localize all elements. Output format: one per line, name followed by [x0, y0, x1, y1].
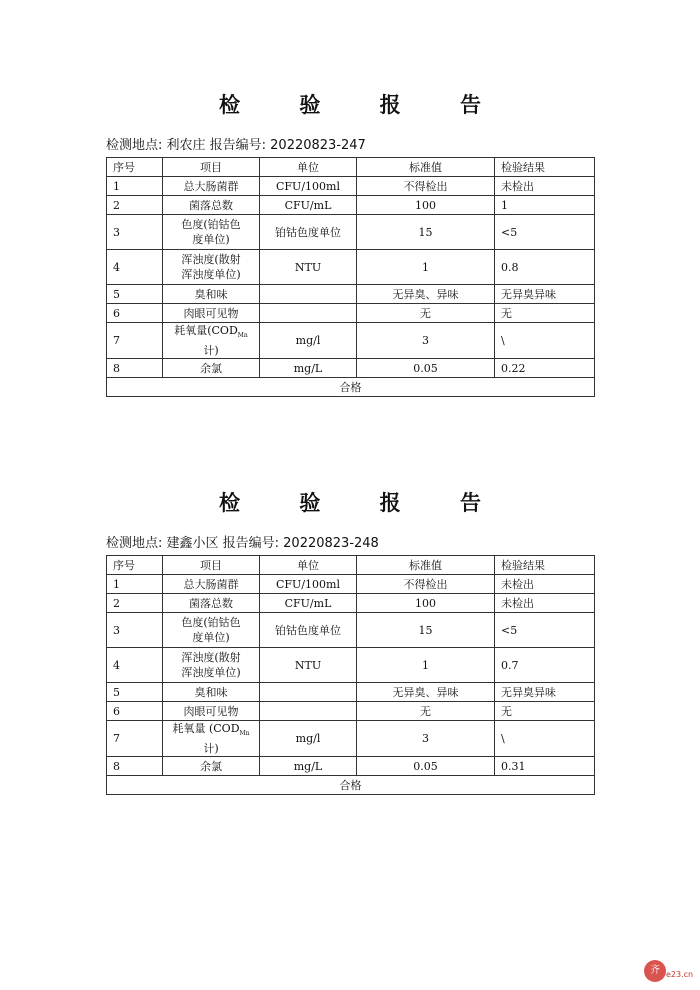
cell-standard: 0.05	[357, 359, 495, 378]
watermark-logo	[644, 956, 694, 982]
cell-item	[163, 721, 260, 757]
cell-unit: mg/l	[260, 721, 357, 757]
table-row	[107, 285, 595, 304]
table-row	[107, 250, 595, 285]
results-table	[106, 555, 595, 795]
conclusion-cell: 合格	[107, 378, 595, 397]
header-result: 检验结果	[495, 158, 595, 177]
cell-standard: 100	[357, 594, 495, 613]
cell-standard: 3	[357, 721, 495, 757]
cell-item: 余氯	[163, 757, 260, 776]
header-item: 项目	[163, 158, 260, 177]
cell-item	[163, 215, 260, 250]
cell-item-line2: 计)	[203, 742, 219, 756]
cell-result: 0.8	[495, 250, 595, 285]
cell-item-line1: 浑浊度(散射	[181, 651, 241, 664]
cell-item-line2: 度单位)	[192, 631, 230, 644]
cell-no: 2	[107, 594, 163, 613]
header-no: 序号	[107, 158, 163, 177]
cell-item-line1: 耗氧量 (COD	[172, 722, 240, 735]
cell-unit: mg/L	[260, 359, 357, 378]
report-title: 检 验 报 告	[219, 490, 507, 515]
watermark-domain: e23.cn	[666, 970, 694, 979]
cell-item-line1: 耗氧量(COD	[174, 324, 238, 337]
report-meta: 检测地点: 建鑫小区 报告编号: 20220823-248	[106, 536, 379, 551]
cell-no: 6	[107, 304, 163, 323]
cell-item	[163, 250, 260, 285]
report-1	[106, 88, 594, 397]
cell-unit: CFU/100ml	[260, 575, 357, 594]
cell-item-line2: 度单位)	[192, 233, 230, 246]
cell-unit: 铂钴色度单位	[260, 215, 357, 250]
cell-no: 1	[107, 177, 163, 196]
cell-no: 3	[107, 613, 163, 648]
conclusion-row	[107, 378, 595, 397]
table-row	[107, 304, 595, 323]
cell-no: 2	[107, 196, 163, 215]
cell-standard: 3	[357, 323, 495, 359]
cell-unit: mg/l	[260, 323, 357, 359]
cell-item-line2: 浑浊度单位)	[181, 268, 241, 281]
cell-standard: 100	[357, 196, 495, 215]
cell-item	[163, 613, 260, 648]
cell-result: 未检出	[495, 575, 595, 594]
table-row	[107, 683, 595, 702]
cell-item: 肉眼可见物	[163, 304, 260, 323]
cell-no: 7	[107, 323, 163, 359]
cell-item	[163, 323, 260, 359]
table-row	[107, 575, 595, 594]
cell-result: 未检出	[495, 594, 595, 613]
cell-result: 未检出	[495, 177, 595, 196]
cell-unit	[260, 304, 357, 323]
cell-result: 无异臭异味	[495, 285, 595, 304]
header-unit: 单位	[260, 158, 357, 177]
cell-standard: 0.05	[357, 757, 495, 776]
cell-item-line1: 浑浊度(散射	[181, 253, 241, 266]
cell-standard: 无	[357, 304, 495, 323]
cell-standard: 无异臭、异味	[357, 683, 495, 702]
cell-unit: 铂钴色度单位	[260, 613, 357, 648]
cell-unit	[260, 683, 357, 702]
cell-no: 6	[107, 702, 163, 721]
cell-result: <5	[495, 613, 595, 648]
cell-result: 0.22	[495, 359, 595, 378]
cell-unit: NTU	[260, 250, 357, 285]
cell-no: 4	[107, 250, 163, 285]
table-header-row	[107, 158, 595, 177]
cell-result: 无	[495, 702, 595, 721]
cell-item: 肉眼可见物	[163, 702, 260, 721]
cell-unit	[260, 285, 357, 304]
cell-no: 1	[107, 575, 163, 594]
table-row	[107, 721, 595, 757]
cell-no: 4	[107, 648, 163, 683]
table-row	[107, 359, 595, 378]
table-row	[107, 594, 595, 613]
cell-item: 总大肠菌群	[163, 575, 260, 594]
table-row	[107, 196, 595, 215]
header-result: 检验结果	[495, 556, 595, 575]
header-item: 项目	[163, 556, 260, 575]
header-unit: 单位	[260, 556, 357, 575]
table-row	[107, 177, 595, 196]
report-title: 检 验 报 告	[219, 92, 507, 117]
cell-result: \	[495, 721, 595, 757]
cell-no: 5	[107, 683, 163, 702]
cell-no: 3	[107, 215, 163, 250]
cell-item: 余氯	[163, 359, 260, 378]
cell-standard: 无异臭、异味	[357, 285, 495, 304]
cell-item	[163, 648, 260, 683]
table-row	[107, 702, 595, 721]
cell-item-line1: 色度(铂钴色	[181, 218, 241, 231]
results-table	[106, 157, 595, 397]
cell-no: 8	[107, 757, 163, 776]
cell-unit: CFU/100ml	[260, 177, 357, 196]
cell-item: 菌落总数	[163, 196, 260, 215]
report-2	[106, 486, 594, 795]
cell-item: 总大肠菌群	[163, 177, 260, 196]
cell-unit: CFU/mL	[260, 594, 357, 613]
cell-result: 1	[495, 196, 595, 215]
header-standard: 标准值	[357, 556, 495, 575]
table-row	[107, 648, 595, 683]
cell-item-line2: 浑浊度单位)	[181, 666, 241, 679]
conclusion-cell: 合格	[107, 776, 595, 795]
cell-standard: 不得检出	[357, 575, 495, 594]
report-meta: 检测地点: 利农庄 报告编号: 20220823-247	[106, 138, 366, 153]
cell-item-subscript: Mn	[239, 730, 250, 738]
cell-standard: 不得检出	[357, 177, 495, 196]
cell-item-line2: 计)	[203, 344, 219, 358]
cell-unit: CFU/mL	[260, 196, 357, 215]
table-row	[107, 323, 595, 359]
cell-no: 5	[107, 285, 163, 304]
cell-standard: 1	[357, 648, 495, 683]
cell-result: 无异臭异味	[495, 683, 595, 702]
cell-item-subscript: Mn	[237, 332, 248, 340]
header-standard: 标准值	[357, 158, 495, 177]
header-no: 序号	[107, 556, 163, 575]
watermark-badge-icon: 齐	[644, 960, 666, 982]
table-row	[107, 613, 595, 648]
cell-result: 0.31	[495, 757, 595, 776]
conclusion-row	[107, 776, 595, 795]
cell-unit	[260, 702, 357, 721]
cell-result: <5	[495, 215, 595, 250]
table-row	[107, 215, 595, 250]
cell-standard: 15	[357, 215, 495, 250]
cell-unit: NTU	[260, 648, 357, 683]
cell-item-line1: 色度(铂钴色	[181, 616, 241, 629]
cell-item: 菌落总数	[163, 594, 260, 613]
cell-no: 7	[107, 721, 163, 757]
cell-result: 无	[495, 304, 595, 323]
cell-unit: mg/L	[260, 757, 357, 776]
cell-item: 臭和味	[163, 683, 260, 702]
cell-no: 8	[107, 359, 163, 378]
cell-item: 臭和味	[163, 285, 260, 304]
table-row	[107, 757, 595, 776]
cell-result: 0.7	[495, 648, 595, 683]
cell-result: \	[495, 323, 595, 359]
table-header-row	[107, 556, 595, 575]
cell-standard: 无	[357, 702, 495, 721]
cell-standard: 1	[357, 250, 495, 285]
cell-standard: 15	[357, 613, 495, 648]
